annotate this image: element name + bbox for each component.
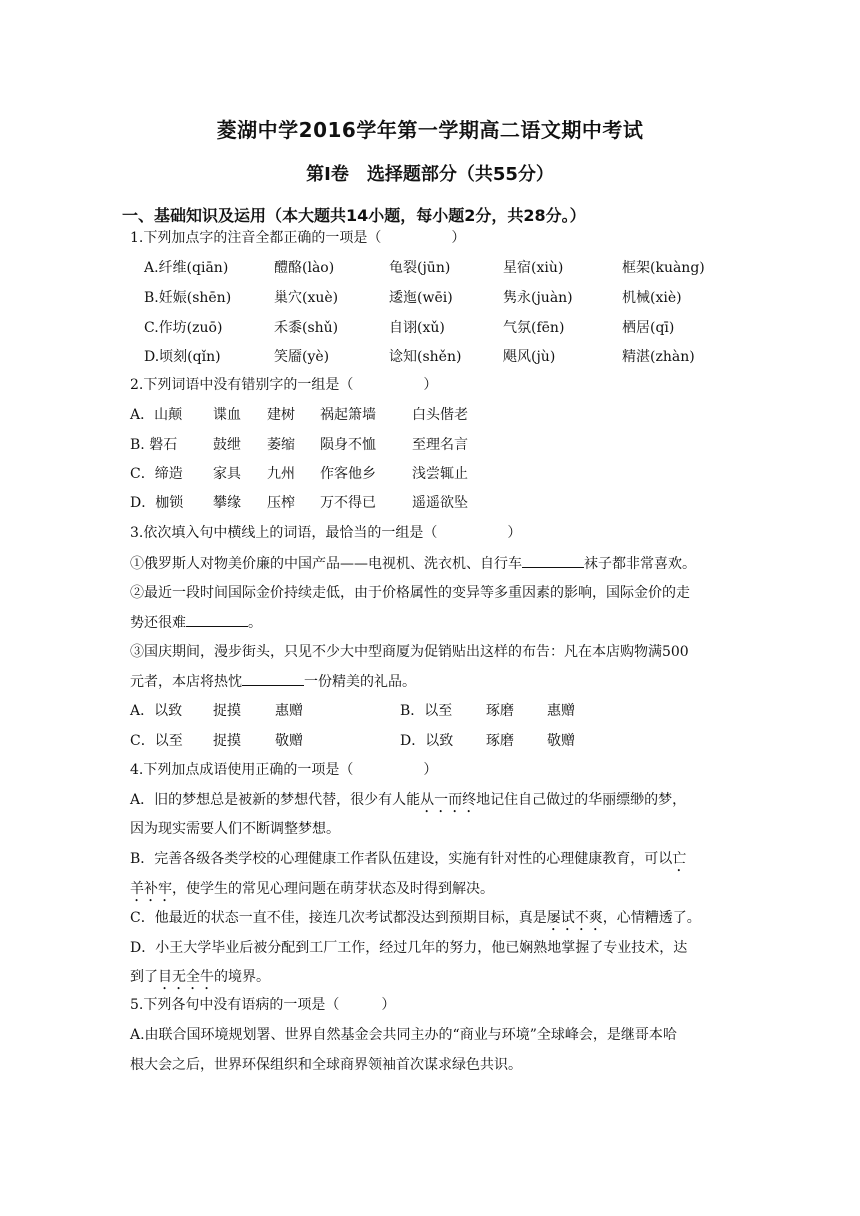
q3-c-3: 敬赠	[275, 733, 303, 749]
q4-option-d-line-2	[130, 967, 270, 993]
q4-option-a-line-2: 因为现实需要人们不断调整梦想。	[130, 821, 340, 837]
q3-s3-text-b: 元者，本店将热忱	[130, 674, 242, 690]
q4-b-idiom-part-2: 羊补牢	[130, 881, 172, 897]
q3-d-2: 琢磨	[486, 733, 514, 749]
q2-c-5: 浅尝辄止	[412, 466, 468, 482]
question-4-stem: 4.下列加点成语使用正确的一项是（ ）	[130, 762, 438, 778]
q1-d-1: D.顷刻(qǐn)	[144, 349, 221, 365]
q3-sentence-2b	[130, 612, 262, 633]
q3-s2-text-b: 势还很难	[130, 615, 186, 631]
q1-c-5: 栖居(qī)	[622, 320, 675, 336]
q2-a-3: 建树	[267, 407, 295, 423]
q1-d-5: 精湛(zhàn)	[622, 349, 695, 365]
q3-blank-2	[186, 612, 248, 627]
q3-c-2: 捉摸	[213, 733, 241, 749]
q1-c-1: C.作坊(zuō)	[144, 320, 223, 336]
q4-option-b-line-1	[130, 849, 686, 875]
q3-s1-text-b: 袜子都非常喜欢。	[584, 556, 696, 572]
q4-option-c-line-1	[130, 908, 701, 934]
q4-a-idiom: 从一而终	[420, 792, 477, 808]
q1-d-4: 飓风(jù)	[503, 349, 556, 365]
q4-d-text-a: 到了	[130, 969, 158, 985]
q1-b-1: B.妊娠(shēn)	[144, 290, 232, 306]
q3-a-2: 捉摸	[213, 703, 241, 719]
q2-a-1: A．山颠	[130, 407, 183, 423]
q1-b-2: 巢穴(xuè)	[274, 290, 339, 306]
question-5-stem: 5.下列各句中没有语病的一项是（ ）	[130, 997, 396, 1013]
q3-d-3: 敬赠	[547, 733, 575, 749]
q4-b-idiom-part-1: 亡	[672, 851, 687, 867]
q3-c-1: C．以至	[130, 733, 183, 749]
q1-a-1: A.纤维(qiān)	[144, 260, 229, 276]
q3-d-1: D．以致	[400, 733, 454, 749]
q2-b-5: 至理名言	[412, 437, 468, 453]
q3-sentence-3b	[130, 671, 416, 692]
q1-d-3: 谂知(shěn)	[389, 349, 462, 365]
q1-b-3: 逶迤(wēi)	[389, 290, 453, 306]
q3-a-1: A．以致	[130, 703, 183, 719]
q3-blank-3	[242, 671, 304, 686]
q4-d-idiom: 目无全牛	[158, 969, 214, 985]
q2-d-2: 攀缘	[213, 495, 241, 511]
q2-d-4: 万不得已	[320, 495, 376, 511]
q2-a-4: 祸起箫墙	[320, 407, 376, 423]
q3-sentence-1	[130, 553, 696, 574]
question-3-stem: 3.依次填入句中横线上的词语，最恰当的一组是（ ）	[130, 525, 522, 541]
q2-c-4: 作客他乡	[320, 466, 376, 482]
q1-a-4: 星宿(xiù)	[503, 260, 564, 276]
q3-s3-text-c: 一份精美的礼品。	[304, 674, 416, 690]
q2-d-3: 压榨	[267, 495, 295, 511]
q2-a-5: 白头偕老	[412, 407, 468, 423]
section-subtitle: 第Ⅰ卷 选择题部分（共55分）	[306, 164, 554, 185]
q2-c-2: 家具	[213, 466, 241, 482]
q2-b-4: 陨身不恤	[320, 437, 376, 453]
q2-b-2: 鼓绁	[213, 437, 241, 453]
q3-sentence-2a: ②最近一段时间国际金价持续走低，由于价格属性的变异等多重因素的影响，国际金价的走	[130, 585, 690, 601]
q4-c-text-a: C．他最近的状态一直不佳，接连几次考试都没达到预期目标，真是	[130, 910, 547, 926]
q1-d-2: 笑靥(yè)	[274, 349, 330, 365]
q4-option-b-line-2	[130, 879, 494, 905]
q2-c-1: C．缔造	[130, 466, 183, 482]
q2-c-3: 九州	[267, 466, 295, 482]
q2-d-5: 遥遥欲坠	[412, 495, 468, 511]
q3-a-3: 惠赠	[275, 703, 303, 719]
q4-a-text-b: 地记住自己做过的华丽缥缈的梦，	[476, 792, 687, 808]
q3-b-3: 惠赠	[547, 703, 575, 719]
q4-c-idiom: 屡试不爽	[546, 910, 603, 926]
q1-a-5: 框架(kuàng)	[622, 260, 705, 276]
q3-b-2: 琢磨	[486, 703, 514, 719]
q1-a-2: 醴酪(lào)	[274, 260, 335, 276]
q4-option-a-line-1	[130, 790, 686, 816]
q5-option-a-line-2: 根大会之后，世界环保组织和全球商界领袖首次谋求绿色共识。	[130, 1057, 522, 1073]
q1-c-2: 禾黍(shǔ)	[274, 320, 339, 336]
q2-a-2: 谍血	[213, 407, 241, 423]
q1-a-3: 龟裂(jūn)	[389, 260, 451, 276]
q3-blank-1	[522, 553, 584, 568]
q2-d-1: D．枷锁	[130, 495, 184, 511]
q4-d-text-b: 的境界。	[214, 969, 270, 985]
section-heading: 一、基础知识及运用（本大题共14小题，每小题2分，共28分。）	[122, 206, 586, 225]
q1-b-4: 隽永(juàn)	[503, 290, 573, 306]
q2-b-1: B. 磐石	[130, 437, 178, 453]
q3-s2-text-c: 。	[248, 615, 262, 631]
q4-option-d-line-1: D．小王大学毕业后被分配到工厂工作，经过几年的努力，他已娴熟地掌握了专业技术，达	[130, 940, 688, 956]
q1-b-5: 机械(xiè)	[622, 290, 682, 306]
q3-s1-text-a: ①俄罗斯人对物美价廉的中国产品——电视机、洗衣机、自行车	[130, 556, 522, 572]
q1-c-3: 自诩(xǔ)	[389, 320, 445, 336]
q2-b-3: 萎缩	[267, 437, 295, 453]
q4-a-text-a: A．旧的梦想总是被新的梦想代替，很少有人能	[130, 792, 421, 808]
q3-sentence-3a: ③国庆期间，漫步街头，只见不少大中型商厦为促销贴出这样的布告：凡在本店购物满500	[130, 644, 689, 660]
q4-b-text-b: ，使学生的常见心理问题在萌芽状态及时得到解决。	[172, 881, 494, 897]
q4-b-text-a: B．完善各级各类学校的心理健康工作者队伍建设，实施有针对性的心理健康教育，可以	[130, 851, 673, 867]
q1-c-4: 气氛(fēn)	[503, 320, 565, 336]
q4-c-text-b: ，心情糟透了。	[602, 910, 701, 926]
exam-title: 菱湖中学2016学年第一学期高二语文期中考试	[216, 118, 644, 142]
question-2-stem: 2.下列词语中没有错别字的一组是（ ）	[130, 377, 438, 393]
q5-option-a-line-1: A.由联合国环境规划署、世界自然基金会共同主办的“商业与环境”全球峰会，是继哥本哈	[130, 1027, 677, 1043]
question-1-stem: 1.下列加点字的注音全都正确的一项是（ ）	[130, 230, 466, 246]
q3-b-1: B．以至	[400, 703, 453, 719]
